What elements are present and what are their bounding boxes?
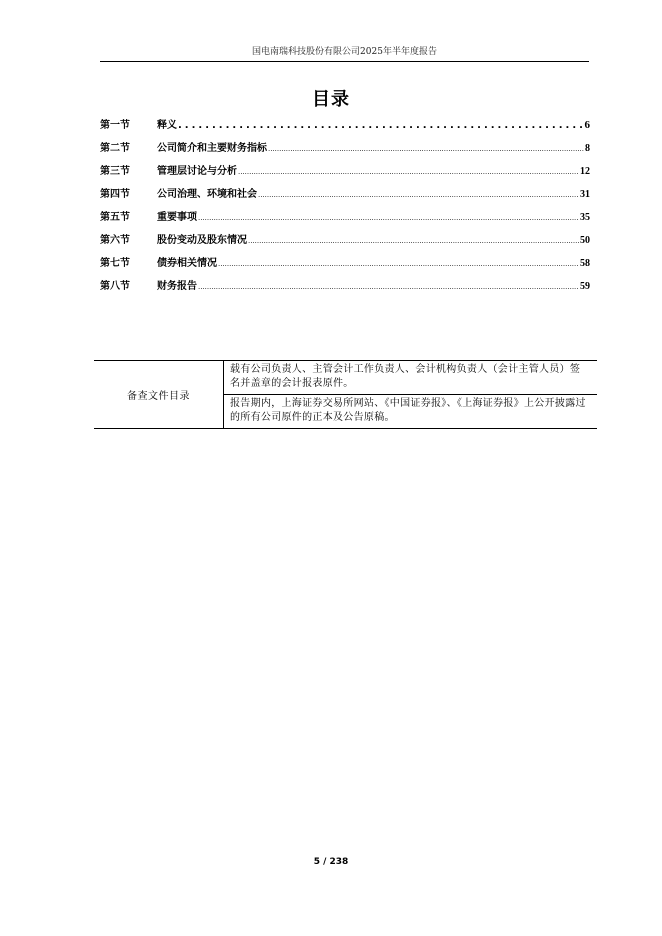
page-number: 5 / 238 [313, 857, 349, 867]
reference-document-item: 载有公司负责人、主管会计工作负责人、会计机构负责人（会计主管人员）签名并盖章的会计报表原件。 [230, 364, 581, 389]
reference-documents-label: 备查文件目录 [94, 361, 224, 428]
toc-section-number: 第三节 [100, 166, 130, 177]
toc-item[interactable] [100, 254, 590, 277]
reference-documents-list [224, 361, 597, 428]
toc-section-number: 第六节 [100, 235, 130, 246]
toc-leader-dots [248, 237, 579, 245]
toc-title: 目录 [312, 89, 350, 110]
toc-page-number: 12 [580, 166, 590, 177]
toc-section-title: 股份变动及股东情况 [157, 235, 247, 246]
toc-page-number: 31 [580, 189, 590, 200]
toc-item[interactable] [100, 208, 590, 231]
toc-leader-dots [268, 145, 584, 153]
toc-page-number: 50 [580, 235, 590, 246]
toc-section-title: 公司治理、环境和社会 [157, 189, 257, 200]
toc-item[interactable] [100, 277, 590, 300]
toc-leader-dots [238, 168, 579, 176]
toc-section-number: 第七节 [100, 258, 130, 269]
toc-page-number: 35 [580, 212, 590, 223]
toc-section-number: 第二节 [100, 143, 130, 154]
toc-page-number: 59 [580, 281, 590, 292]
toc-section-number: 第八节 [100, 281, 130, 292]
toc-item[interactable] [100, 139, 590, 162]
toc-leader-dots [198, 283, 579, 291]
toc-page-number: 58 [580, 258, 590, 269]
toc-item[interactable] [100, 231, 590, 254]
toc-section-number: 第一节 [100, 120, 130, 131]
toc-leader-dots [178, 120, 584, 131]
reference-documents-table [94, 360, 597, 429]
toc-section-title: 释义 [157, 120, 177, 131]
toc-page-number: 8 [585, 143, 590, 154]
toc-section-title: 公司简介和主要财务指标 [157, 143, 267, 154]
toc-section-title: 债券相关情况 [157, 258, 217, 269]
toc-leader-dots [258, 191, 579, 199]
toc-section-title: 财务报告 [157, 281, 197, 292]
toc-section-title: 重要事项 [157, 212, 197, 223]
toc-leader-dots [218, 260, 579, 268]
table-of-contents [100, 116, 590, 300]
toc-page-number: 6 [584, 119, 590, 131]
page-header: 国电南瑞科技股份有限公司2025年半年度报告 [100, 44, 589, 62]
toc-section-title: 管理层讨论与分析 [157, 166, 237, 177]
reference-document-item: 报告期内，上海证券交易所网站、《中国证券报》、《上海证券报》上公开披露过的所有公司原件的正本及公告原稿。 [224, 394, 597, 428]
toc-section-number: 第五节 [100, 212, 130, 223]
toc-item[interactable] [100, 162, 590, 185]
toc-item[interactable] [100, 185, 590, 208]
toc-item[interactable] [100, 116, 590, 139]
toc-section-number: 第四节 [100, 189, 130, 200]
toc-leader-dots [198, 214, 579, 222]
